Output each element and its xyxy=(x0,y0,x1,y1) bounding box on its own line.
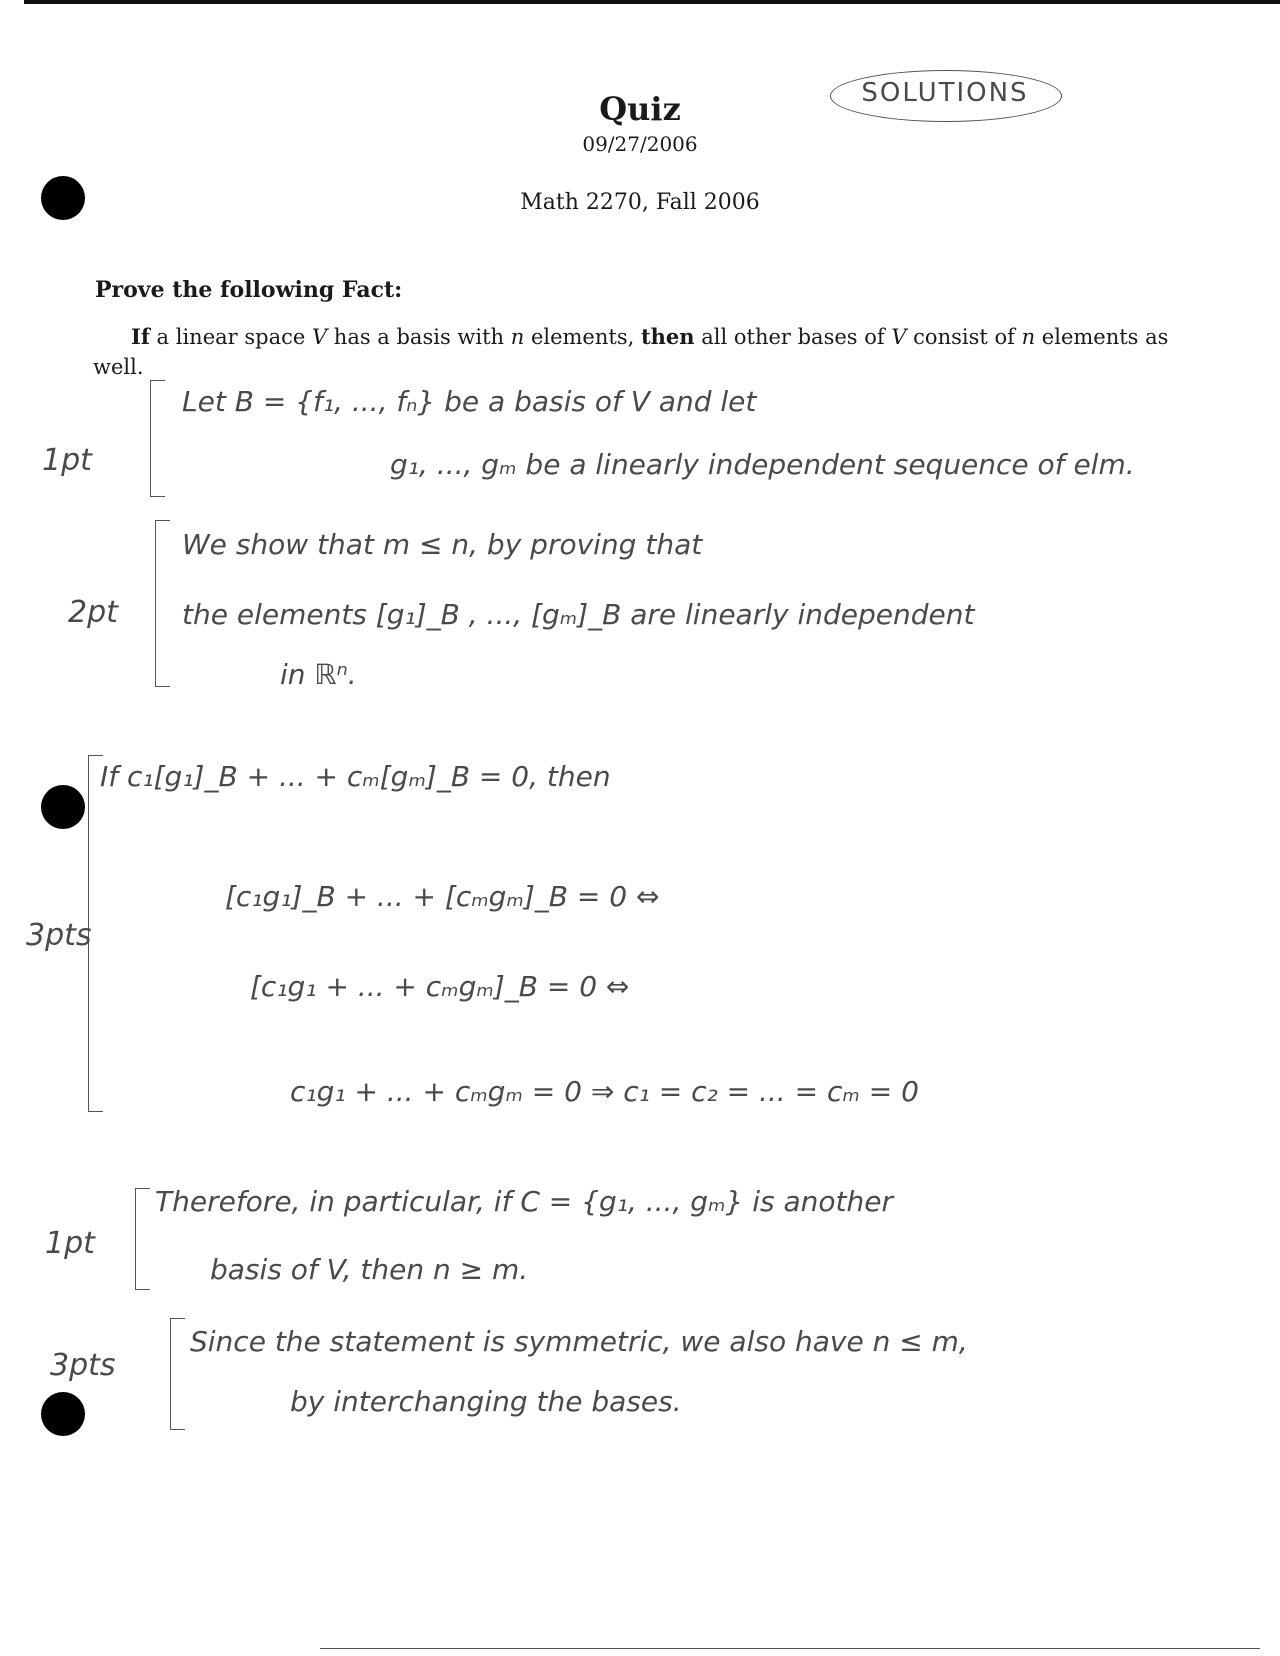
solution-line: Therefore, in particular, if C = {g₁, ..., gₘ} is another xyxy=(155,1185,893,1218)
page-title: Quiz xyxy=(599,90,681,128)
solution-line: basis of V, then n ≥ m. xyxy=(210,1253,529,1286)
solution-line: [c₁g₁ + ... + cₘgₘ]_B = 0 ⇔ xyxy=(250,970,630,1003)
problem-statement: If a linear space V has a basis with n elements, then all other bases of V consist of n elements as well. xyxy=(93,324,1169,379)
points-label: 3pts xyxy=(26,918,92,953)
solution-line: If c₁[g₁]_B + ... + cₘ[gₘ]_B = 0, then xyxy=(100,760,611,793)
points-label: 1pt xyxy=(42,443,92,478)
bottom-border xyxy=(320,1648,1260,1649)
quiz-date: 09/27/2006 xyxy=(582,132,698,156)
solution-line: g₁, ..., gₘ be a linearly independent sequence of elm. xyxy=(390,448,1135,481)
solution-line: the elements [g₁]_B , ..., [gₘ]_B are linearly independent xyxy=(182,598,975,631)
solutions-stamp: SOLUTIONS xyxy=(861,78,1029,108)
course-name: Math 2270, Fall 2006 xyxy=(520,190,760,215)
top-border xyxy=(24,0,1280,4)
bracket-4 xyxy=(135,1188,150,1290)
solution-line: by interchanging the bases. xyxy=(290,1385,682,1418)
bracket-2 xyxy=(155,520,170,687)
bracket-1 xyxy=(150,380,165,497)
bracket-5 xyxy=(170,1318,185,1430)
solution-line: Let B = {f₁, ..., fₙ} be a basis of V and let xyxy=(182,385,757,418)
solution-line: in ℝⁿ. xyxy=(280,658,357,691)
punch-hole-middle xyxy=(41,785,85,829)
points-label: 3pts xyxy=(50,1348,116,1383)
solution-line: [c₁g₁]_B + ... + [cₘgₘ]_B = 0 ⇔ xyxy=(225,880,660,913)
points-label: 1pt xyxy=(45,1226,95,1261)
points-label: 2pt xyxy=(68,595,118,630)
solution-line: Since the statement is symmetric, we also have n ≤ m, xyxy=(190,1325,968,1358)
problem-heading: Prove the following Fact: xyxy=(95,277,403,303)
solution-line: We show that m ≤ n, by proving that xyxy=(182,528,703,561)
solution-line: c₁g₁ + ... + cₘgₘ = 0 ⇒ c₁ = c₂ = ... = cₘ = 0 xyxy=(290,1075,919,1108)
punch-hole-bottom xyxy=(41,1392,85,1436)
